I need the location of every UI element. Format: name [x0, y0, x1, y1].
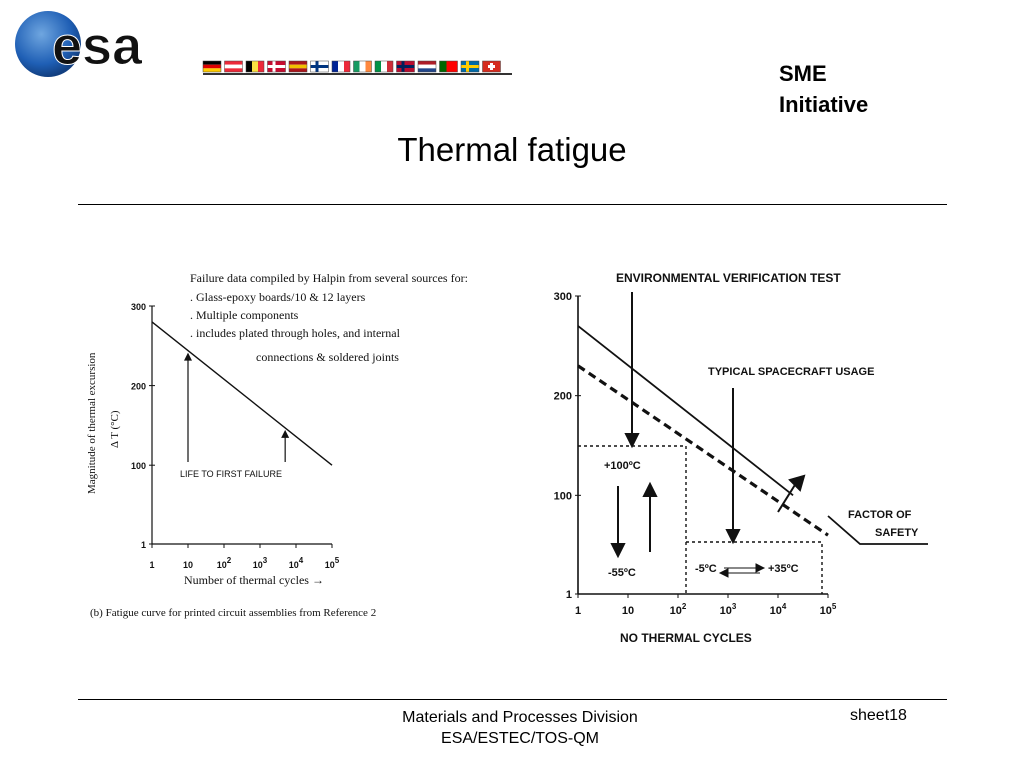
y-tick-label: 100: [130, 461, 146, 472]
y-tick-label: 300: [553, 291, 572, 303]
y-tick-label: 300: [130, 302, 146, 312]
switzerland-flag-icon: [483, 61, 501, 72]
denmark-flag-icon: [268, 61, 286, 72]
footer-line-2: ESA/ESTEC/TOS-QM: [441, 730, 599, 747]
x-tick-label: 10: [621, 605, 635, 617]
factor-label-2: SAFETY: [875, 527, 919, 539]
note-2: . Glass-epoxy boards/10 & 12 layers: [190, 290, 366, 304]
x-tick-label: $10^4$: [769, 602, 787, 617]
verification-test-chart: [528, 262, 948, 654]
note-1: Failure data compiled by Halpin from several sources for:: [190, 271, 468, 285]
left-caption: (b) Fatigue curve for printed circuit assemblies from Reference 2: [90, 607, 377, 619]
y-tick-label: 200: [553, 390, 572, 403]
ireland-flag-icon: [354, 61, 372, 72]
right-arrows: [612, 292, 804, 577]
austria-flag-icon: [225, 61, 243, 72]
series-line-1: [152, 322, 332, 465]
x-tick-label: 102: [216, 556, 232, 570]
sheet-number: sheet18: [850, 707, 907, 724]
y-tick-label: 200: [130, 381, 146, 392]
finland-flag-icon: [311, 61, 329, 72]
sme-line-2: Initiative: [779, 92, 869, 117]
y-tick-label: 1: [565, 589, 572, 601]
left-notes: [190, 271, 468, 364]
right-y-ticks: [554, 291, 581, 601]
box2-left-temp: -5ºC: [695, 563, 717, 575]
right-xlabel: NO THERMAL CYCLES: [620, 631, 752, 645]
note-4: . includes plated through holes, and internal: [190, 326, 400, 340]
esa-logo: [12, 4, 532, 84]
box1-bottom-temp: -55ºC: [608, 567, 636, 579]
left-series: [152, 322, 332, 465]
left-xlabel: Number of thermal cycles →: [184, 573, 324, 587]
netherlands-flag-icon: [418, 61, 436, 72]
env-arrowhead: [626, 434, 638, 446]
sme-initiative: [779, 58, 868, 120]
left-y-ticks: [131, 302, 155, 550]
footer-division: [360, 707, 680, 749]
y-tick-label: 1: [140, 540, 146, 550]
x-tick-label: 104: [288, 556, 304, 570]
usage-arrowhead: [727, 530, 739, 542]
x-tick-label: 1: [574, 605, 582, 617]
top-divider: [78, 204, 947, 205]
fatigue-curve-chart: [80, 262, 480, 624]
france-flag-icon: [332, 61, 350, 72]
sme-line-1: SME: [779, 61, 827, 86]
cycle-arrowhead-right: [756, 564, 764, 572]
life-arrowhead-1: [184, 353, 192, 361]
germany-flag-icon: [203, 61, 221, 72]
footer-divider: [78, 699, 947, 700]
x-tick-label: $10^2$: [669, 602, 687, 617]
x-tick-label: 105: [324, 556, 340, 570]
down-arrowhead: [612, 544, 624, 556]
right-x-ticks: [575, 594, 837, 617]
logo-text: esa: [52, 16, 143, 76]
y-tick-label: 100: [553, 490, 572, 503]
slide-title: Thermal fatigue: [397, 131, 627, 168]
factor-label-1: FACTOR OF: [848, 509, 912, 521]
life-arrows: [184, 353, 289, 462]
note-5: connections & soldered joints: [256, 350, 399, 364]
left-ylabel: Magnitude of thermal excursion: [86, 352, 98, 494]
x-tick-label: 103: [252, 556, 268, 570]
up-arrowhead: [644, 484, 656, 496]
series-line-2: [578, 366, 828, 535]
spain-flag-icon: [289, 61, 307, 72]
usage-label: TYPICAL SPACECRAFT USAGE: [708, 366, 875, 378]
cycle-arrowhead-left: [720, 569, 728, 577]
left-ylabel-unit: Δ T (°C): [109, 410, 121, 448]
left-axes: [152, 306, 332, 544]
box2-right-temp: +35ºC: [768, 563, 799, 575]
box1-top-temp: +100ºC: [604, 460, 641, 472]
x-tick-label: 10: [182, 560, 194, 570]
left-x-ticks: [149, 544, 339, 570]
env-test-label: ENVIRONMENTAL VERIFICATION TEST: [616, 271, 841, 285]
life-arrowhead-2: [281, 430, 289, 438]
norway-flag-icon: [397, 61, 415, 72]
italy-flag-icon: [375, 61, 393, 72]
sweden-flag-icon: [461, 61, 479, 72]
portugal-flag-icon: [440, 61, 458, 72]
life-to-first-failure-label: LIFE TO FIRST FAILURE: [180, 469, 283, 479]
footer-line-1: Materials and Processes Division: [402, 709, 638, 726]
x-tick-label: $10^5$: [819, 602, 837, 617]
member-flags: [203, 61, 512, 74]
x-tick-label: 1: [149, 560, 155, 570]
x-tick-label: $10^3$: [719, 602, 737, 617]
belgium-flag-icon: [246, 61, 264, 72]
note-3: . Multiple components: [190, 308, 299, 322]
